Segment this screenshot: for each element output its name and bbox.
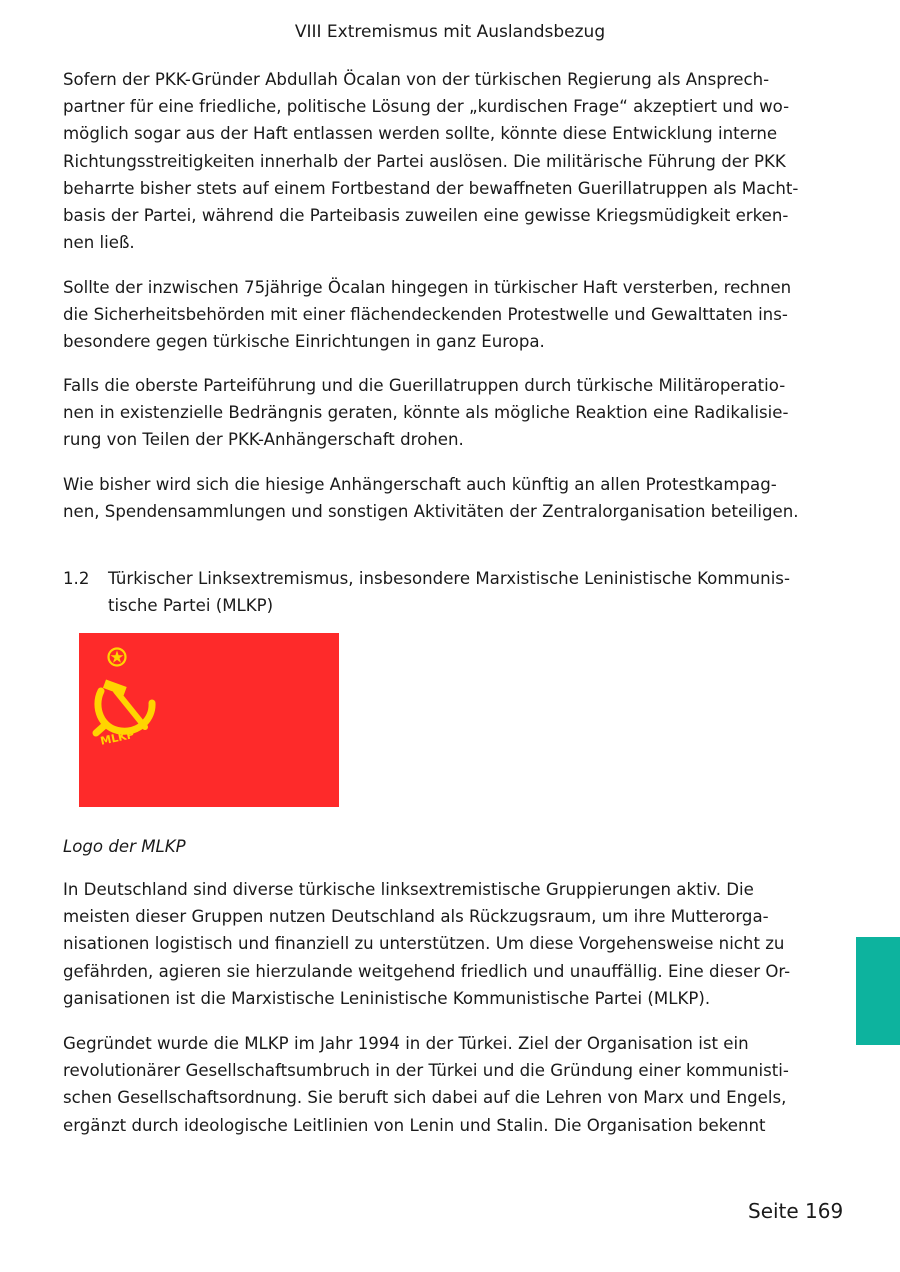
page-number: Seite 169 <box>748 1199 844 1223</box>
paragraph-3 <box>63 372 793 454</box>
text-line: beharrte bisher stets auf einem Fortbestand der bewaffneten Guerillatruppen als Macht- <box>63 178 799 198</box>
text-line: ganisationen ist die Marxistische Leninistische Kommunistische Partei (MLKP). <box>63 988 711 1008</box>
text-line: besondere gegen türkische Einrichtungen in ganz Europa. <box>63 332 545 352</box>
paragraph-4 <box>63 471 799 525</box>
text-line: Sollte der inzwischen 75jährige Öcalan hingegen in türkischer Haft versterben, rechnen <box>63 278 792 297</box>
text-line: möglich sogar aus der Haft entlassen werden sollte, könnte diese Entwicklung interne <box>63 124 778 144</box>
text-line: nen ließ. <box>63 233 135 253</box>
paragraph-1 <box>63 66 799 256</box>
running-header: VIII Extremismus mit Auslandsbezug <box>294 22 606 42</box>
paragraph-5 <box>63 876 793 1012</box>
text-line: nen in existenzielle Bedrängnis geraten, könnte als mögliche Reaktion eine Radikalisie- <box>63 403 789 423</box>
text-line: Gegründet wurde die MLKP im Jahr 1994 in der Türkei. Ziel der Organisation ist ein <box>63 1034 749 1053</box>
text-line: Richtungsstreitigkeiten innerhalb der Partei auslösen. Die militärische Führung der PKK <box>63 151 786 171</box>
text-line: nisationen logistisch und finanziell zu unterstützen. Um diese Vorgehensweise nicht zu <box>63 934 785 954</box>
section-title-line: Türkischer Linksextremismus, insbesondere Marxistische Leninistische Kommunis- <box>108 569 790 588</box>
text-line: revolutionärer Gesellschaftsumbruch in der Türkei und die Gründung einer kommunisti- <box>63 1061 789 1081</box>
paragraph-6 <box>63 1030 793 1139</box>
paragraph-2 <box>63 274 793 356</box>
text-line: In Deutschland sind diverse türkische linksextremistische Gruppierungen aktiv. Die <box>63 880 754 899</box>
text-line: die Sicherheitsbehörden mit einer flächendeckenden Protestwelle und Gewalttaten ins- <box>63 305 788 325</box>
text-line: schen Gesellschaftsordnung. Sie beruft sich dabei auf die Lehren von Marx und Engels, <box>63 1088 787 1108</box>
section-title-line: tische Partei (MLKP) <box>108 596 274 616</box>
text-line: nen, Spendensammlungen und sonstigen Aktivitäten der Zentralorganisation beteiligen. <box>63 502 799 522</box>
emblem-text: MLKP <box>99 727 136 748</box>
section-title <box>108 565 790 619</box>
text-line: Falls die oberste Parteiführung und die Guerillatruppen durch türkische Militäroperatio- <box>63 376 786 395</box>
text-line: basis der Partei, während die Parteibasis zuweilen eine gewisse Kriegsmüdigkeit erken- <box>63 206 789 226</box>
text-line: Sofern der PKK-Gründer Abdullah Öcalan von der türkischen Regierung als Ansprech- <box>63 70 770 89</box>
text-line: partner für eine friedliche, politische Lösung der „kurdischen Frage“ akzeptiert und wo- <box>63 97 790 117</box>
text-line: Wie bisher wird sich die hiesige Anhängerschaft auch künftig an allen Protestkampag- <box>63 475 777 494</box>
text-line: gefährden, agieren sie hierzulande weitgehend friedlich und unauffällig. Eine dieser Or- <box>63 961 791 981</box>
text-line: meisten dieser Gruppen nutzen Deutschland als Rückzugsraum, um ihre Mutterorga- <box>63 907 769 927</box>
text-line: ergänzt durch ideologische Leitlinien von Lenin und Stalin. Die Organisation bekennt <box>63 1115 766 1135</box>
mlkp-flag-image <box>79 633 339 807</box>
figure-caption: Logo der MLKP <box>63 837 186 856</box>
section-number: 1.2 <box>63 569 90 588</box>
chapter-side-tab <box>856 937 900 1045</box>
text-line: rung von Teilen der PKK-Anhängerschaft drohen. <box>63 430 464 450</box>
